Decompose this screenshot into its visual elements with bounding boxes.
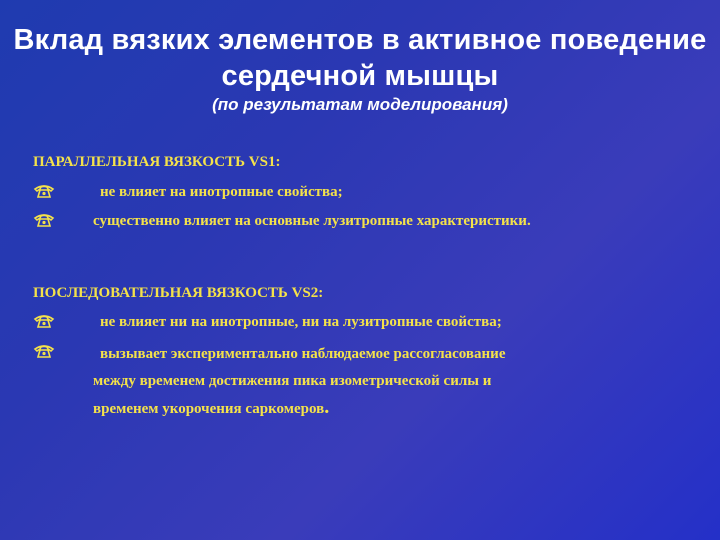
bullet-text-line-3-body: временем укорочения саркомеров bbox=[93, 401, 325, 417]
telephone-icon bbox=[33, 183, 55, 199]
telephone-icon bbox=[33, 343, 55, 359]
bullet-text: не влияет на инотропные свойства; bbox=[100, 184, 343, 200]
section-heading-serial-viscosity: ПОСЛЕДОВАТЕЛЬНАЯ ВЯЗКОСТЬ VS2: bbox=[33, 285, 324, 301]
title-line-2: сердечной мышцы bbox=[221, 60, 499, 92]
bullet-text-period: . bbox=[324, 396, 330, 418]
list-item bbox=[33, 313, 683, 331]
title-line-1: Вклад вязких элементов в активное поведение bbox=[13, 24, 707, 56]
telephone-icon bbox=[33, 212, 55, 228]
section-heading-parallel-viscosity: ПАРАЛЛЕЛЬНАЯ ВЯЗКОСТЬ VS1: bbox=[33, 154, 281, 170]
list-item bbox=[33, 343, 683, 423]
telephone-icon bbox=[33, 313, 55, 329]
bullet-text: не влияет ни на инотропные, ни на лузитропные свойства; bbox=[100, 314, 502, 330]
slide-title bbox=[0, 22, 720, 94]
bullet-text: существенно влияет на основные лузитропные характеристики. bbox=[93, 213, 531, 229]
bullet-text-line-2: между временем достижения пика изометрической силы и bbox=[93, 373, 492, 389]
list-item bbox=[33, 212, 683, 230]
slide-subtitle: (по результатам моделирования) bbox=[212, 95, 508, 114]
list-item bbox=[33, 183, 683, 201]
bullet-text-line-3 bbox=[93, 398, 329, 418]
bullet-text: вызывает экспериментально наблюдаемое рассогласование bbox=[100, 346, 506, 362]
